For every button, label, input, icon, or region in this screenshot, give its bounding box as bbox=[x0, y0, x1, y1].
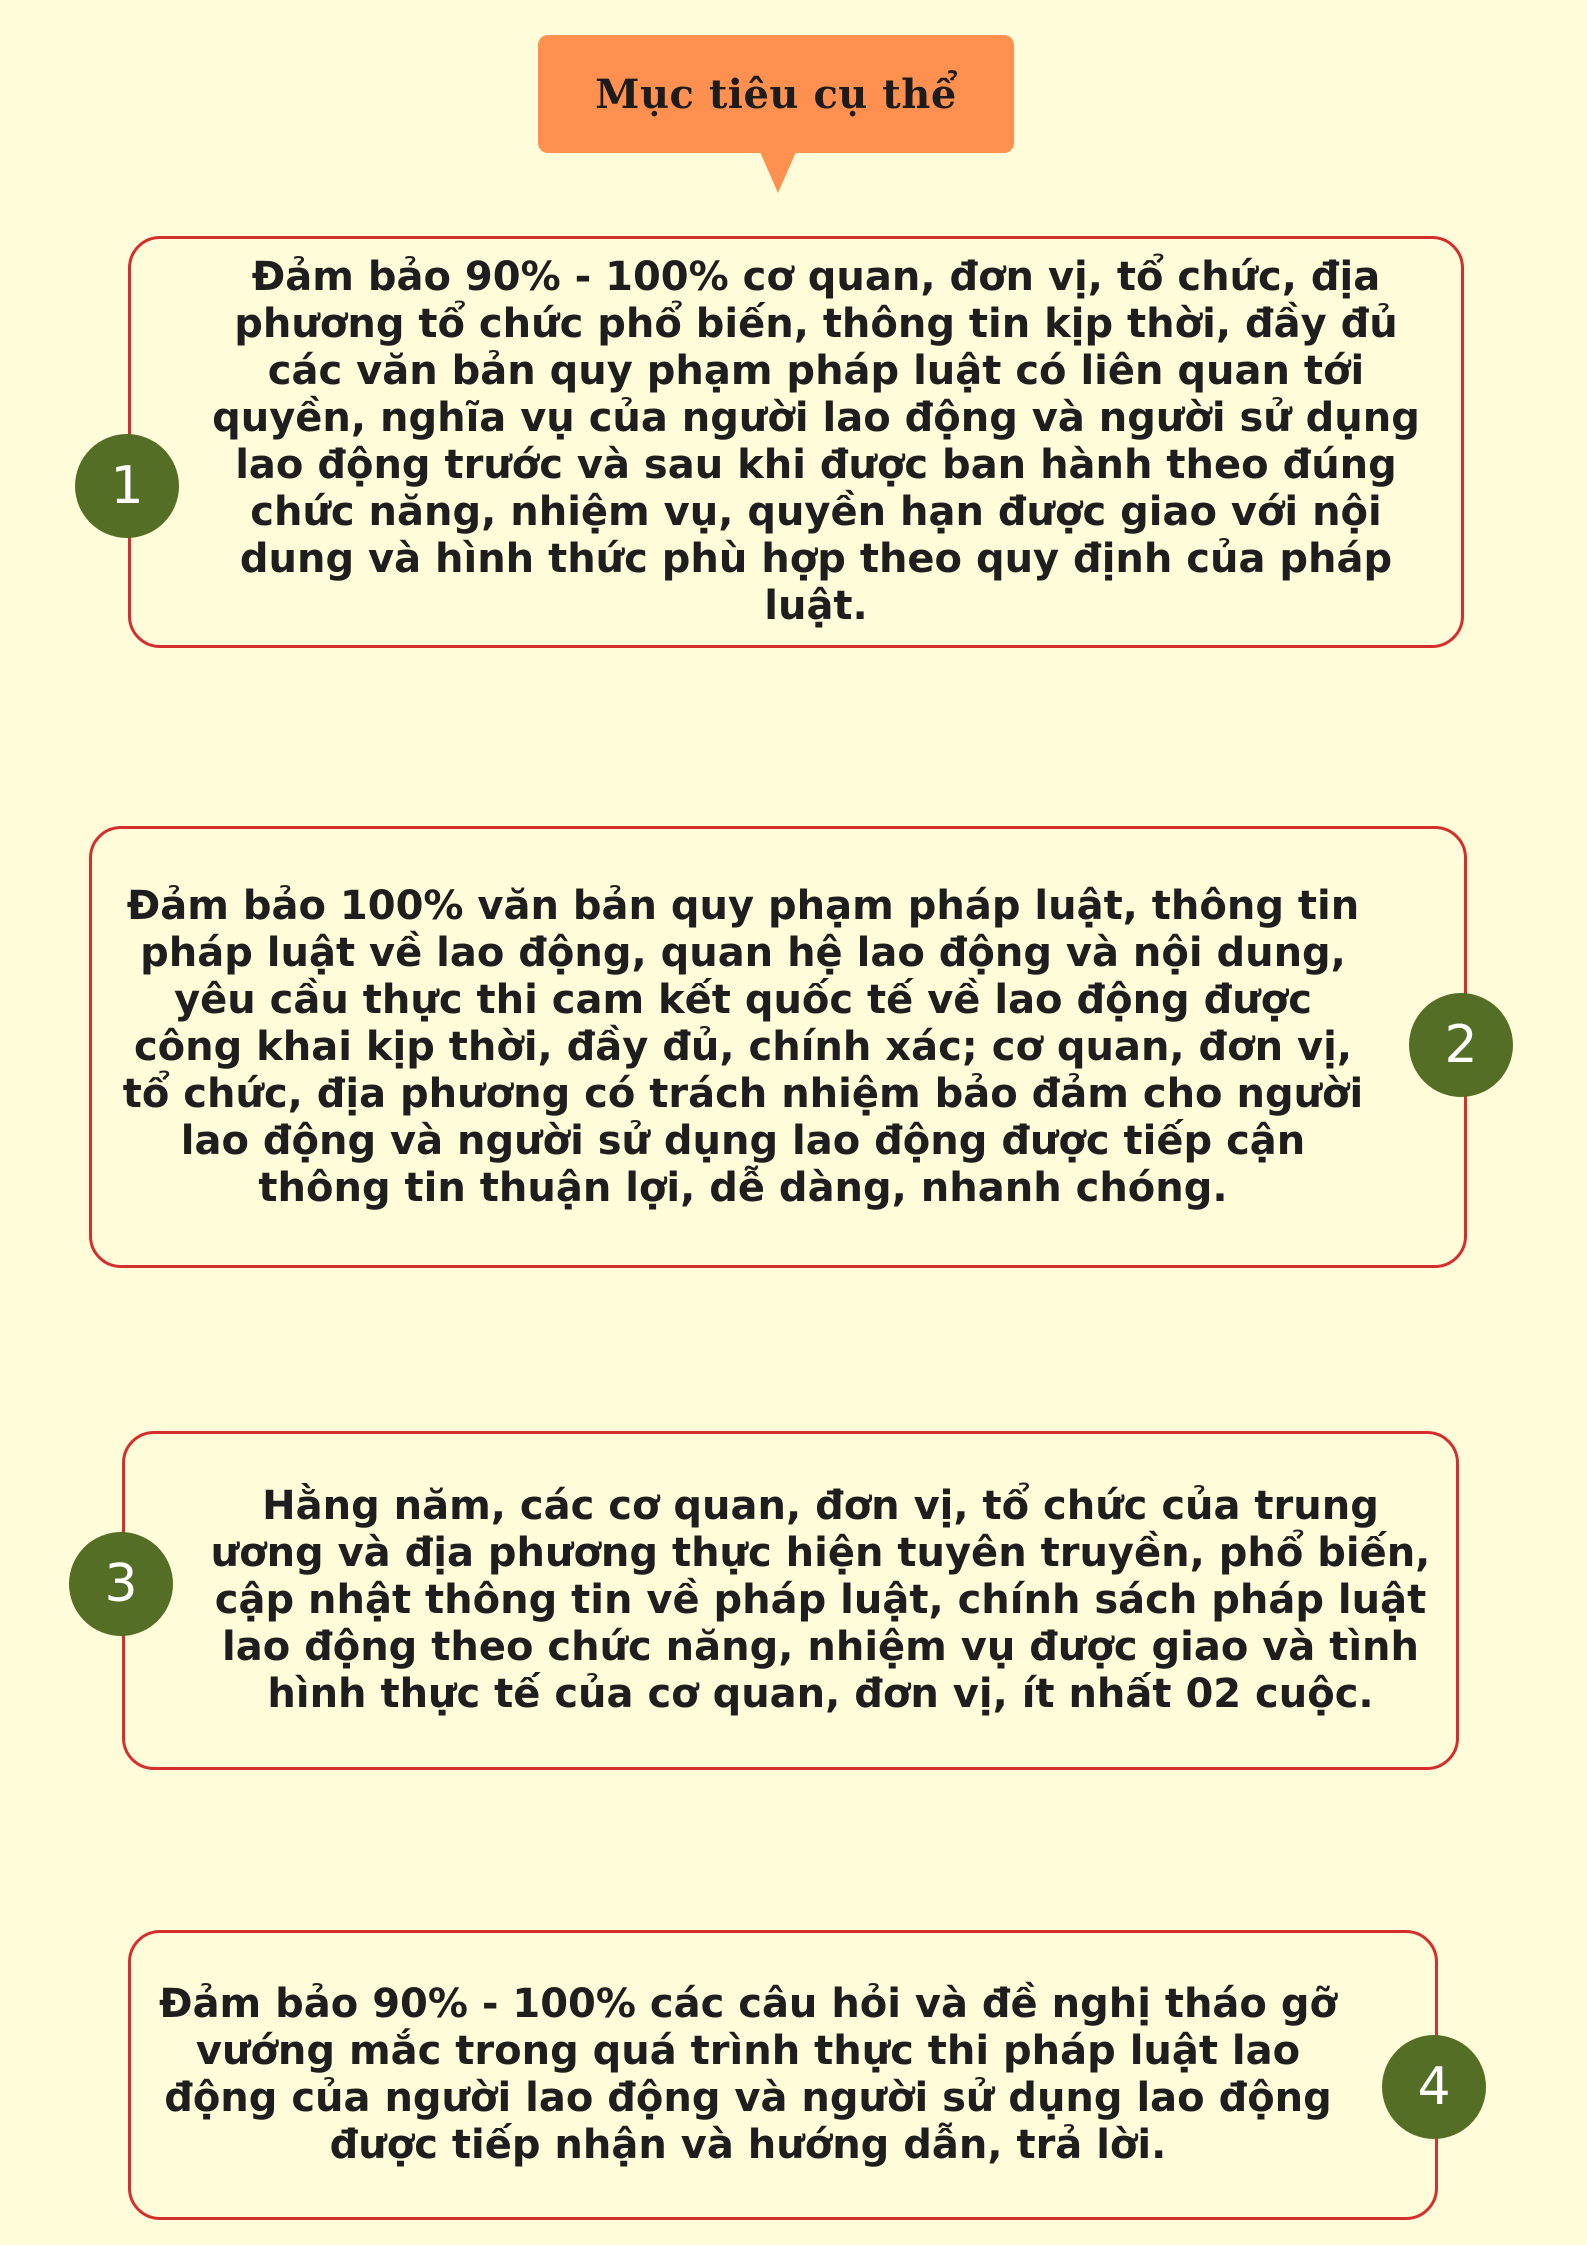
badge-number-2: 2 bbox=[1444, 1015, 1478, 1075]
objective-text-2: Đảm bảo 100% văn bản quy phạm pháp luật, thông tin pháp luật về lao động, quan hệ lao động và nội dung, yêu cầu thực thi cam kết quốc tế về lao động được công khai kịp thời, đầy đủ, chính xác; cơ quan, đơn vị, tổ chức, địa phương có trách nhiệm bảo đảm cho người lao động và người sử dụng lao động được tiếp cận thông tin thuận lợi, dễ dàng, nhanh chóng. bbox=[122, 882, 1364, 1211]
page-title: Mục tiêu cụ thể bbox=[595, 70, 957, 118]
number-badge-2 bbox=[1409, 993, 1513, 1097]
objective-card-2 bbox=[89, 826, 1467, 1268]
badge-number-4: 4 bbox=[1417, 2057, 1451, 2117]
objective-text-4: Đảm bảo 90% - 100% các câu hỏi và đề nghị tháo gỡ vướng mắc trong quá trình thực thi pháp luật lao động của người lao động và người sử dụng lao động được tiếp nhận và hướng dẫn, trả lời. bbox=[159, 1981, 1337, 2168]
number-badge-3 bbox=[69, 1532, 173, 1636]
objective-card-1 bbox=[128, 236, 1464, 648]
objective-card-3 bbox=[122, 1431, 1459, 1770]
badge-number-1: 1 bbox=[110, 456, 144, 516]
objective-text-1: Đảm bảo 90% - 100% cơ quan, đơn vị, tổ chức, địa phương tổ chức phổ biến, thông tin kịp thời, đầy đủ các văn bản quy phạm pháp luật có liên quan tới quyền, nghĩa vụ của người lao động và người sử dụng lao động trước và sau khi được ban hành theo đúng chức năng, nhiệm vụ, quyền hạn được giao với nội dung và hình thức phù hợp theo quy định của pháp luật. bbox=[212, 254, 1420, 629]
objective-card-4 bbox=[128, 1930, 1438, 2220]
objective-text-3: Hằng năm, các cơ quan, đơn vị, tổ chức của trung ương và địa phương thực hiện tuyên truyền, phổ biến, cập nhật thông tin về pháp luật, chính sách pháp luật lao động theo chức năng, nhiệm vụ được giao và tình hình thực tế của cơ quan, đơn vị, ít nhất 02 cuộc. bbox=[210, 1483, 1431, 1717]
number-badge-1 bbox=[75, 434, 179, 538]
title-bubble bbox=[538, 35, 1014, 153]
badge-number-3: 3 bbox=[104, 1554, 138, 1614]
number-badge-4 bbox=[1382, 2035, 1486, 2139]
